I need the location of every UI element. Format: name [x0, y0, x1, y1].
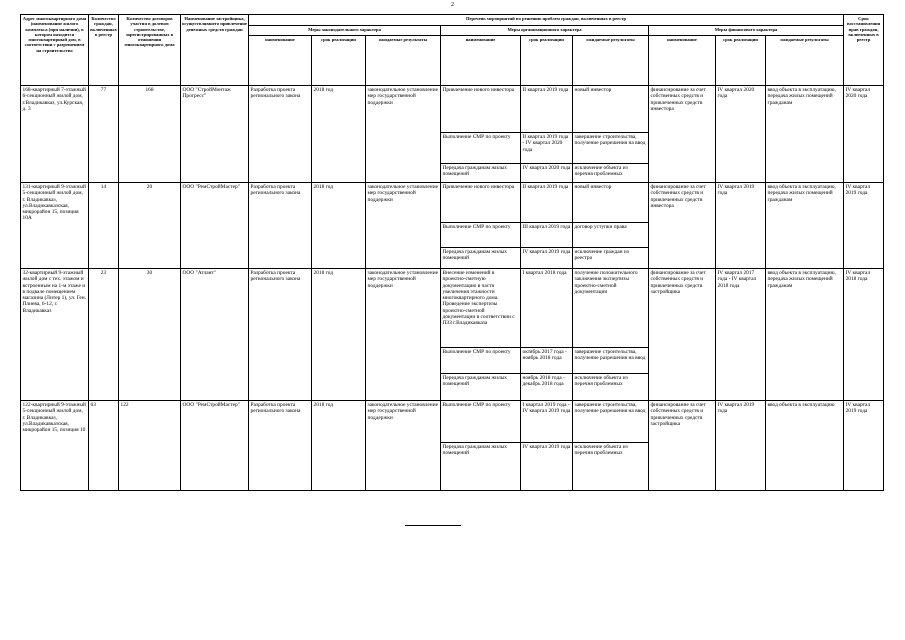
- organizational-name-cell: Привлечение нового инвестора: [441, 183, 521, 223]
- organizational-name-cell: Выполнение СМР по проекту: [441, 223, 521, 248]
- financial-deadline-cell: IV квартал 2017 года - IV квартал 2018 года: [716, 269, 766, 401]
- organizational-name-cell: Передача гражданам жилых помещений: [441, 164, 521, 183]
- header-legislative-deadline: срок реализации: [312, 36, 366, 86]
- table-body: [21, 86, 884, 491]
- legislative-name-cell: Разработка проекта регионального закона: [249, 86, 312, 183]
- term-cell: IV квартал 2019 года: [844, 401, 884, 491]
- header-address: Адрес многоквартирного дома (наименование жилого комплекса (при наличии), в котором находится многоквартирный дом, в соответствии с разрешением на строительство: [21, 15, 89, 86]
- organizational-name-cell: Передача гражданам жилых помещений: [441, 248, 521, 269]
- organizational-deadline-cell: II квартал 2019 года: [521, 183, 573, 223]
- organizational-result-cell: завершение строительства, получение разрешения на ввод: [573, 133, 649, 164]
- table-header: [21, 15, 884, 86]
- footer-rule: [405, 525, 461, 526]
- financial-deadline-cell: IV квартал 2019 года: [716, 183, 766, 269]
- organizational-deadline-cell: IV квартал 2019 года: [521, 443, 573, 491]
- table-row: [21, 86, 884, 133]
- legislative-deadline-cell: 2018 год: [312, 269, 366, 401]
- legislative-deadline-cell: 2018 год: [312, 401, 366, 491]
- header-term: Срок восстановления прав граждан, включенных в реестр: [844, 15, 884, 86]
- legislative-result-cell: законодательное установление мер государственной поддержки: [366, 183, 441, 269]
- page-number: 2: [451, 2, 454, 8]
- financial-result-cell: ввод объекта в эксплуатацию: [766, 401, 844, 491]
- header-organizational-result: ожидаемые результаты: [573, 36, 649, 86]
- financial-deadline-cell: IV квартал 2019 года: [716, 401, 766, 491]
- table-row: [21, 183, 884, 223]
- table-row: [21, 401, 884, 443]
- organizational-result-cell: договор уступки права: [573, 223, 649, 248]
- legislative-name-cell: Разработка проекта регионального закона: [249, 183, 312, 269]
- legislative-name-cell: Разработка проекта регионального закона: [249, 269, 312, 401]
- organizational-deadline-cell: III квартал 2019 года: [521, 223, 573, 248]
- header-organizational-name: наименование: [441, 36, 521, 86]
- organizational-deadline-cell: I квартал 2019 года - IV квартал 2019 года: [521, 401, 573, 443]
- header-group-financial: Меры финансового характера: [649, 26, 844, 36]
- term-cell: IV квартал 2019 года: [844, 183, 884, 269]
- organizational-result-cell: получение положительного заключения экспертизы проектно-сметной документации: [573, 269, 649, 348]
- legislative-deadline-cell: 2018 год: [312, 86, 366, 183]
- header-contracts-count: Количество договоров участия в долевом строительстве, зарегистрированных в отношении многоквартирного дома: [119, 15, 181, 86]
- organizational-deadline-cell: IV квартал 2020 года: [521, 164, 573, 183]
- contracts-count-cell: 122: [119, 401, 181, 491]
- address-cell: 168-квартирный 7-этажный 6-секционный жилой дом, г.Владикавказ, ул.Курская, д. 3: [21, 86, 89, 183]
- financial-deadline-cell: IV квартал 2020 года: [716, 86, 766, 183]
- organizational-deadline-cell: II квартал 2019 года - IV квартал 2020 года: [521, 133, 573, 164]
- term-cell: IV квартал 2018 года: [844, 269, 884, 401]
- organizational-result-cell: исключение граждан из реестра: [573, 248, 649, 269]
- legislative-result-cell: законодательное установление мер государственной поддержки: [366, 269, 441, 401]
- contracts-count-cell: 20: [119, 183, 181, 269]
- header-citizens-count: Количество граждан, включенных в реестр: [89, 15, 119, 86]
- header-legislative-name: наименование: [249, 36, 312, 86]
- address-cell: 122-квартирный 9-этажный 5-секционный жилой дом, г. Владикавказ, ул.Владикавказская, микрорайон 15, позиция 10: [21, 401, 89, 491]
- organizational-name-cell: Передача гражданам жилых помещений: [441, 374, 521, 401]
- organizational-result-cell: исключение объекта из перечня проблемных: [573, 164, 649, 183]
- organizational-result-cell: исключение объекта из перечня проблемных: [573, 374, 649, 401]
- header-measures: Перечень мероприятий по решению проблем граждан, включенных в реестр: [249, 15, 844, 26]
- legislative-name-cell: Разработка проекта регионального закона: [249, 401, 312, 491]
- developer-cell: ООО "РемСтройМастер": [181, 183, 249, 269]
- developer-cell: ООО "Атлант": [181, 269, 249, 401]
- contracts-count-cell: 30: [119, 269, 181, 401]
- header-group-legislative: Меры законодательного характера: [249, 26, 441, 36]
- legislative-deadline-cell: 2018 год: [312, 183, 366, 269]
- organizational-name-cell: Внесение изменений в проектно-сметную документацию в части увеличения этажности многоквартирного дома. Проведение экспертизы проектно-сметной документации в соответствии с ПЗЗ г.Владикавказа: [441, 269, 521, 348]
- header-financial-deadline: срок реализации: [716, 36, 766, 86]
- organizational-result-cell: новый инвестор: [573, 183, 649, 223]
- organizational-name-cell: Передача гражданам жилых помещений: [441, 443, 521, 491]
- developer-cell: ООО "СтройМонтаж Прогресс": [181, 86, 249, 183]
- organizational-deadline-cell: ноябрь 2018 года - декабрь 2018 года: [521, 374, 573, 401]
- table-row: [21, 269, 884, 348]
- developer-cell: ООО "РемСтройМастер": [181, 401, 249, 491]
- financial-name-cell: финансирование за счет собственных средств и привлеченных средств инвестора: [649, 183, 716, 269]
- organizational-deadline-cell: II квартал 2019 года: [521, 86, 573, 133]
- header-row: [21, 15, 884, 26]
- citizens-count-cell: 23: [89, 269, 119, 401]
- address-cell: 32-квартирный 9-этажный жилой дом с тех. этажом и встроенным на 1-м этаже и в подвале помещением магазина (Литер 1), ул. Ген. Плиева, 6-12, г. Владикавказ: [21, 269, 89, 401]
- organizational-result-cell: завершение строительства, получение разрешения на ввод: [573, 401, 649, 443]
- citizens-count-cell: 63: [89, 401, 119, 491]
- financial-result-cell: ввод объекта в эксплуатацию, передача жилых помещений гражданам: [766, 183, 844, 269]
- organizational-name-cell: Выполнение СМР по проекту: [441, 133, 521, 164]
- header-developer: Наименование застройщика, осуществлявшего привлечение денежных средств граждан: [181, 15, 249, 86]
- header-legislative-result: ожидаемые результаты: [366, 36, 441, 86]
- contracts-count-cell: 168: [119, 86, 181, 183]
- measures-table: [20, 14, 884, 491]
- financial-name-cell: финансирование за счет собственных средств и привлеченных средств инвестора: [649, 86, 716, 183]
- citizens-count-cell: 77: [89, 86, 119, 183]
- organizational-deadline-cell: IV квартал 2019 года: [521, 248, 573, 269]
- term-cell: IV квартал 2020 года: [844, 86, 884, 183]
- financial-result-cell: ввод объекта в эксплуатацию, передача жилых помещений гражданам: [766, 86, 844, 183]
- legislative-result-cell: законодательное установление мер государственной поддержки: [366, 401, 441, 491]
- legislative-result-cell: законодательное установление мер государственной поддержки: [366, 86, 441, 183]
- organizational-name-cell: Выполнение СМР по проекту: [441, 348, 521, 374]
- financial-name-cell: финансирование за счет собственных средств и привлеченных средств застройщика: [649, 401, 716, 491]
- financial-result-cell: ввод объекта в эксплуатацию, передача жилых помещений гражданам: [766, 269, 844, 401]
- header-organizational-deadline: срок реализации: [521, 36, 573, 86]
- financial-name-cell: финансирование за счет собственных средств и привлеченных средств застройщика: [649, 269, 716, 401]
- citizens-count-cell: 14: [89, 183, 119, 269]
- organizational-result-cell: исключение объекта из перечня проблемных: [573, 443, 649, 491]
- organizational-name-cell: Выполнение СМР по проекту: [441, 401, 521, 443]
- organizational-result-cell: новый инвестор: [573, 86, 649, 133]
- organizational-result-cell: завершение строительства, получение разрешения на ввод: [573, 348, 649, 374]
- header-financial-name: наименование: [649, 36, 716, 86]
- header-financial-result: ожидаемые результаты: [766, 36, 844, 86]
- address-cell: 131-квартирный 9-этажный 5-секционный жилой дом, г. Владикавказ, ул.Владикавказская, микрорайон 15, позиция 10А: [21, 183, 89, 269]
- header-group-organizational: Меры организационного характера: [441, 26, 649, 36]
- organizational-deadline-cell: I квартал 2018 года: [521, 269, 573, 348]
- organizational-deadline-cell: октябрь 2017 года - ноябрь 2018 года: [521, 348, 573, 374]
- organizational-name-cell: Привлечение нового инвестора: [441, 86, 521, 133]
